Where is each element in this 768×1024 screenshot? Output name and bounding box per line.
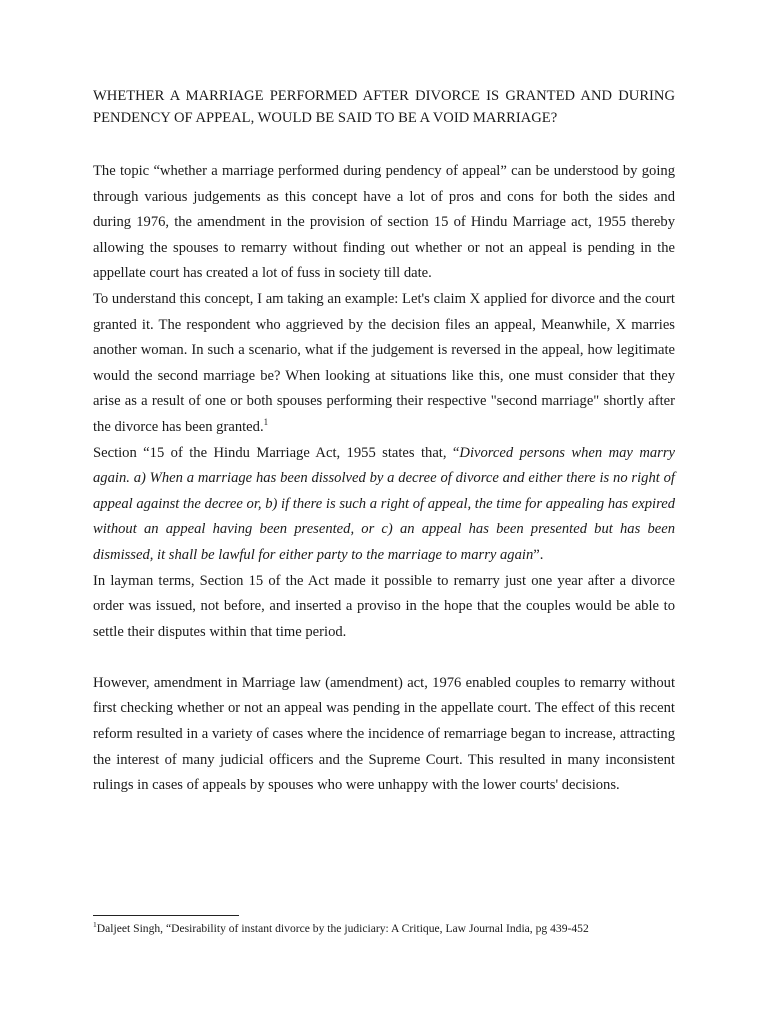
section-15-quote: Divorced persons when may marry again. a) When a marriage has been dissolved by a decree of divorce and either there is no right of appeal against the decree or, b) if there is such a right of appeal, the time for appealing has expired without an appeal having been presented, or c) an appeal has been presented but has been dismissed, it shall be lawful for either party to the marriage to marry again <box>93 444 675 563</box>
section-15-intro: Section “15 of the Hindu Marriage Act, 1955 states that, “ <box>93 444 460 461</box>
paragraph-example <box>93 287 675 441</box>
paragraph-section-15 <box>93 441 675 569</box>
footnote-text: Daljeet Singh, “Desirability of instant divorce by the judiciary: A Critique, Law Journal India, pg 439-452 <box>96 922 589 935</box>
footnote-divider <box>93 915 239 916</box>
paragraph-example-text: To understand this concept, I am taking an example: Let's claim X applied for divorce and the court granted it. The respondent who aggrieved by the decision files an appeal, Meanwhile, X marries another woman. In such a scenario, what if the judgement is reversed in the appeal, how legitimate would the second marriage be? When looking at situations like this, one must consider that they arise as a result of one or both spouses performing their respective "second marriage" shortly after the divorce has been granted. <box>93 290 675 435</box>
document-body <box>93 159 675 799</box>
footnote-reference[interactable]: 1 <box>263 417 269 428</box>
section-15-end: ”. <box>533 546 544 563</box>
paragraph-amendment: However, amendment in Marriage law (amendment) act, 1976 enabled couples to remarry without first checking whether or not an appeal was pending in the appellate court. The effect of this recent reform resulted in a variety of cases where the incidence of remarriage began to increase, attracting the interest of many judicial officers and the Supreme Court. This resulted in many inconsistent rulings in cases of appeals by spouses who were unhappy with the lower courts' decisions. <box>93 674 675 794</box>
footnote <box>93 921 693 936</box>
paragraph-layman-terms: In layman terms, Section 15 of the Act made it possible to remarry just one year after a divorce order was issued, not before, and inserted a proviso in the hope that the couples would be able to settle their disputes within that time period. <box>93 572 675 640</box>
footnote-number: 1 <box>93 920 97 930</box>
document-title: WHETHER A MARRIAGE PERFORMED AFTER DIVORCE IS GRANTED AND DURING PENDENCY OF APPEAL, WOULD BE SAID TO BE A VOID MARRIAGE? <box>93 88 675 126</box>
paragraph-intro: The topic “whether a marriage performed during pendency of appeal” can be understood by going through various judgements as this concept have a lot of pros and cons for both the sides and during 1976, the amendment in the provision of section 15 of Hindu Marriage act, 1955 thereby allowing the spouses to remarry without finding out whether or not an appeal is pending in the appellate court has created a lot of fuss in society till date. <box>93 163 675 282</box>
